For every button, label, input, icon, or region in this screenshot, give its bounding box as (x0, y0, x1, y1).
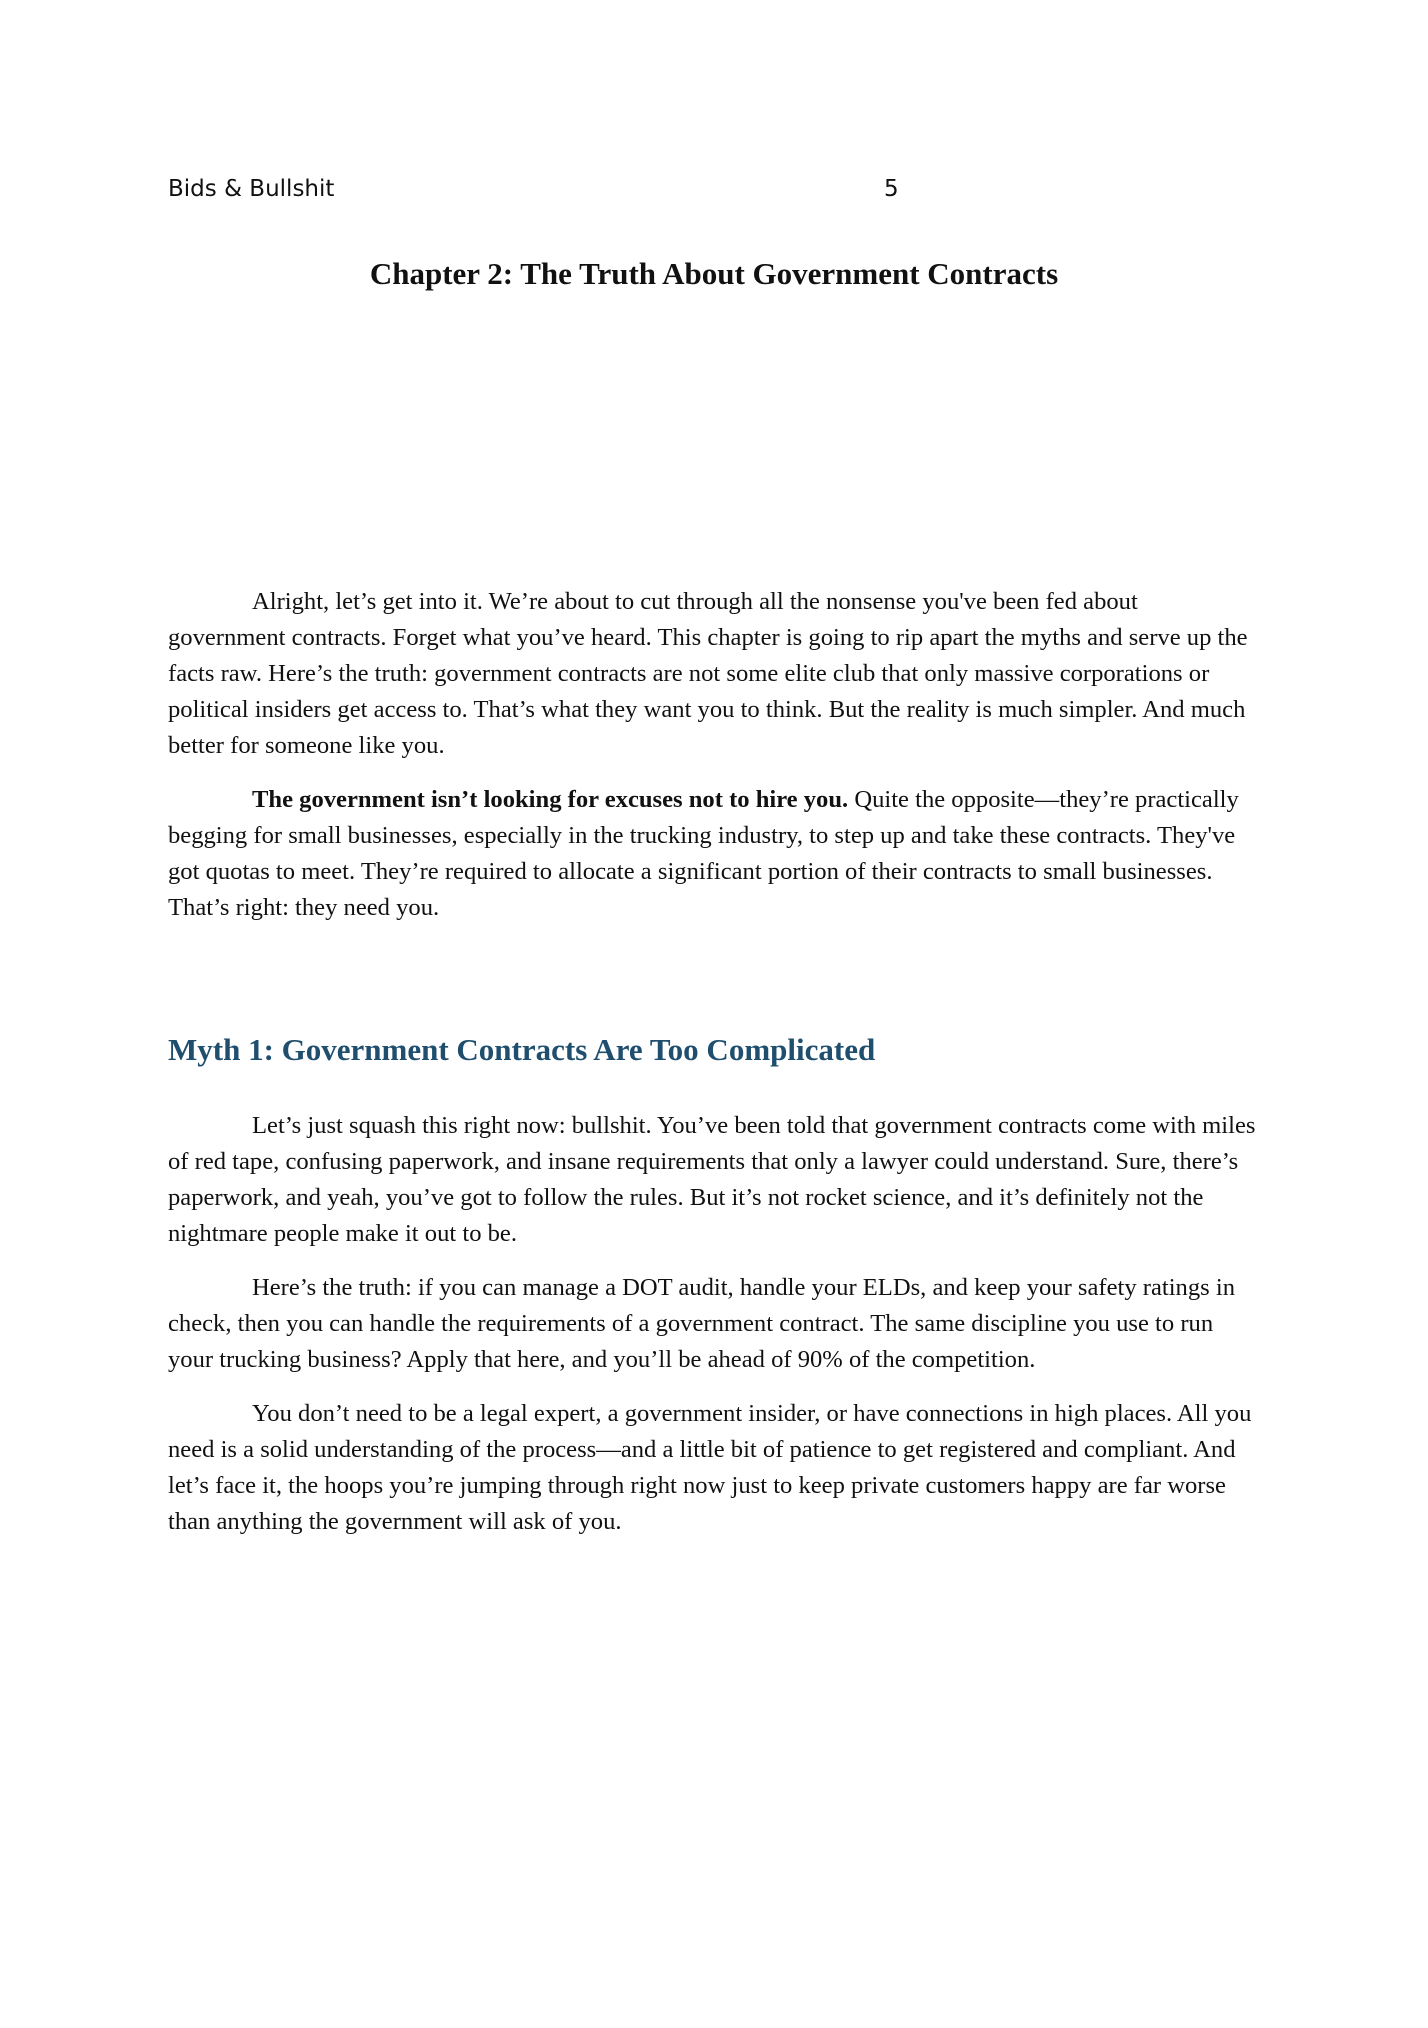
page-number: 5 (884, 176, 899, 202)
running-header (168, 176, 899, 208)
intro-paragraph-1 (168, 584, 1260, 764)
book-title: Bids & Bullshit (168, 176, 335, 202)
paragraph-text: Alright, let’s get into it. We’re about to cut through all the nonsense you've been fed about government contracts. Forget what you’ve heard. This chapter is going to rip apart the myths and serve up the facts raw. Here’s the truth: government contracts are not some elite club that only massive corporations or political insiders get access to. That’s what they want you to think. But the reality is much simpler. And much better for someone like you. (168, 588, 1248, 759)
myth-1-section (168, 1108, 1260, 1558)
paragraph-text: Let’s just squash this right now: bullshit. You’ve been told that government contracts come with miles of red tape, confusing paperwork, and insane requirements that only a lawyer could understand. Sure, there’s paperwork, and yeah, you’ve got to follow the rules. But it’s not rocket science, and it’s definitely not the nightmare people make it out to be. (168, 1112, 1256, 1247)
paragraph-text: Quite the opposite—they’re practically begging for small businesses, especially in the trucking industry, to step up and take these contracts. They've got quotas to meet. They’re required to allocate a significant portion of their contracts to small businesses. That’s right: they need you. (168, 786, 1239, 921)
chapter-title: Chapter 2: The Truth About Government Contracts (369, 256, 1059, 291)
paragraph-lead-bold: The government isn’t looking for excuses not to hire you. (252, 786, 849, 813)
myth-1-paragraph-2 (168, 1270, 1260, 1378)
intro-section (168, 584, 1260, 944)
paragraph-text: You don’t need to be a legal expert, a government insider, or have connections in high places. All you need is a solid understanding of the process—and a little bit of patience to get registered and compliant. And let’s face it, the hoops you’re jumping through right now just to keep private customers happy are far worse than anything the government will ask of you. (168, 1400, 1252, 1535)
intro-paragraph-2 (168, 782, 1260, 926)
myth-1-paragraph-1 (168, 1108, 1260, 1252)
paragraph-text: Here’s the truth: if you can manage a DOT audit, handle your ELDs, and keep your safety ratings in check, then you can handle the requirements of a government contract. The same discipline you use to run your trucking business? Apply that here, and you’ll be ahead of 90% of the competition. (168, 1274, 1236, 1373)
myth-1-paragraph-3 (168, 1396, 1260, 1540)
section-heading-myth-1: Myth 1: Government Contracts Are Too Complicated (168, 1032, 876, 1067)
